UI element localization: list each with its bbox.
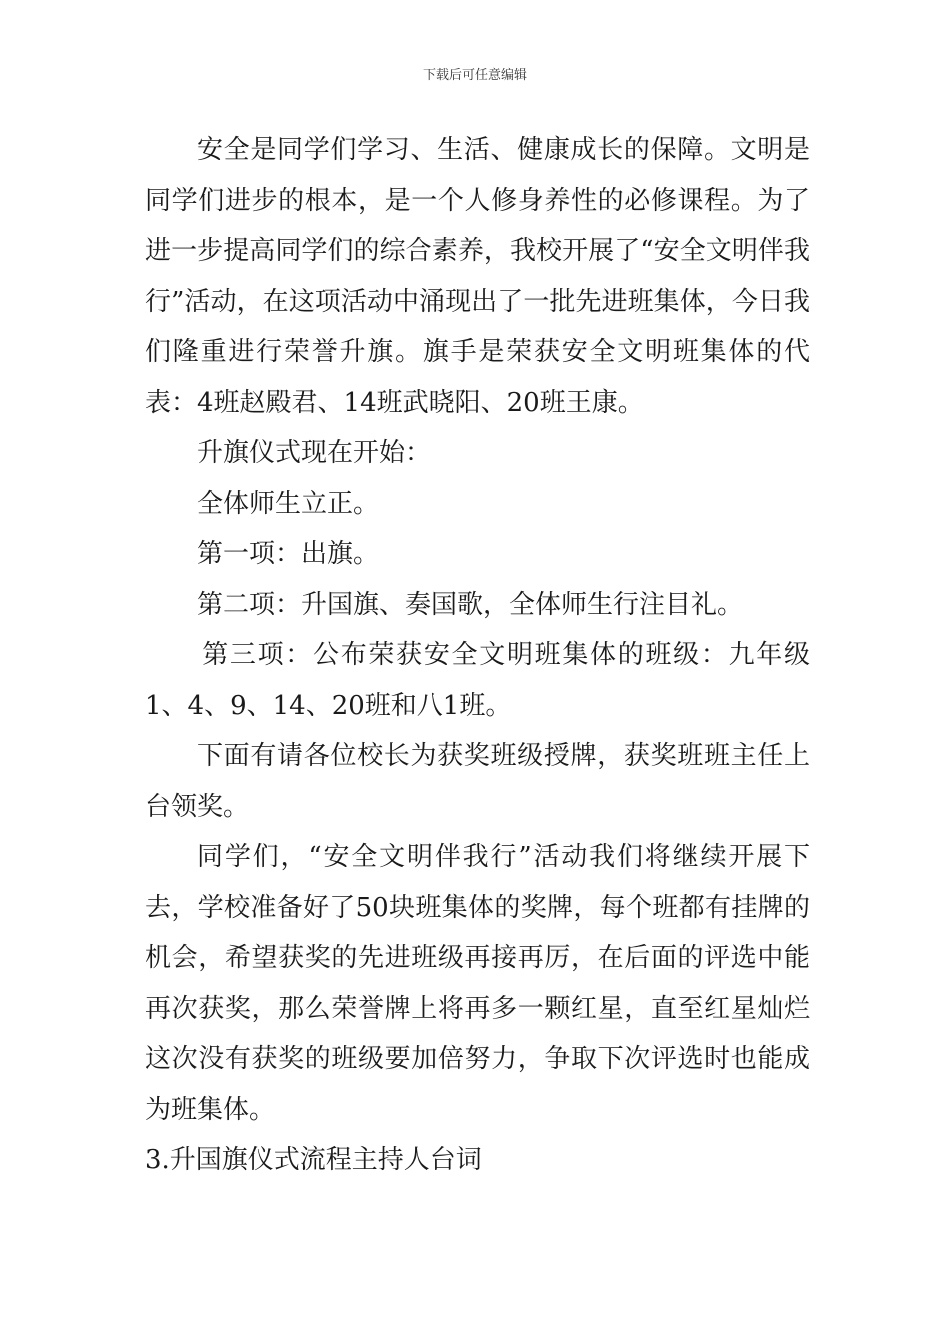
document-body <box>145 125 810 1186</box>
paragraph-award: 下面有请各位校长为获奖班级授牌，获奖班班主任上台领奖。 <box>145 741 810 822</box>
section-heading: 3.升国旗仪式流程主持人台词 <box>145 1145 482 1175</box>
paragraph-item-3: 第三项：公布荣获安全文明班集体的班级：九年级1、4、9、14、20班和八1班。 <box>145 640 810 721</box>
paragraph-ceremony-start: 升旗仪式现在开始： <box>197 438 432 468</box>
paragraph-stand: 全体师生立正。 <box>197 488 380 519</box>
paragraph-item-2: 第二项：升国旗、奏国歌，全体师生行注目礼。 <box>197 589 744 620</box>
paragraph-intro: 安全是同学们学习、生活、健康成长的保障。文明是同学们进步的根本，是一个人修身养性的必修课程。为了进一步提高同学们的综合素养，我校开展了“安全文明伴我行”活动，在这项活动中涌现出了一批先进班集体，今日我们隆重进行荣誉升旗。旗手是荣获安全文明班集体的代表：4班赵殿君、14班武晓阳、20班王康。 <box>145 135 810 418</box>
page-header: 下载后可任意编辑 <box>422 68 527 83</box>
paragraph-closing: 同学们，“安全文明伴我行”活动我们将继续开展下去，学校准备好了50块班集体的奖牌，每个班都有挂牌的机会，希望获奖的先进班级再接再厉，在后面的评选中能再次获奖，那么荣誉牌上将再多一颗红星，直至红星灿烂这次没有获奖的班级要加倍努力，争取下次评选时也能成为班集体。 <box>145 842 810 1125</box>
paragraph-item-1: 第一项：出旗。 <box>197 539 380 569</box>
